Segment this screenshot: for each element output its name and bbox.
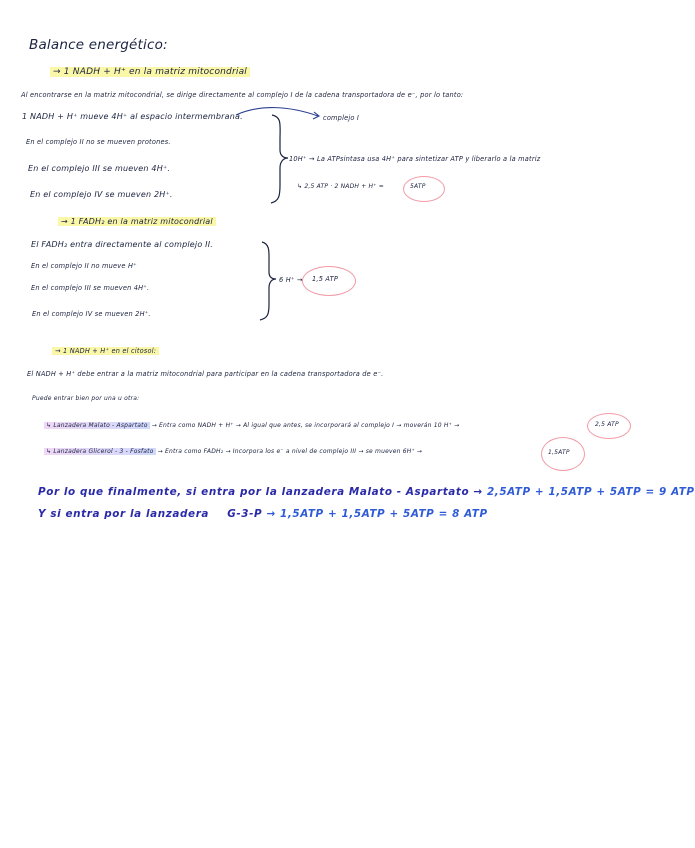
fadh-result: 1,5 ATP [312,275,339,283]
conclusion-line-1-text: Por lo que finalmente, si entra por la lanzadera Malato - Aspartato → [38,486,483,498]
cytosol-line-1: El NADH + H⁺ debe entrar a la matriz mitocondrial para participar en la cadena transportadora de e⁻. [27,370,384,378]
shuttle-2-text: → Entra como FADH₂ → Incorpora los e⁻ a nivel de complejo III → se mueven 6H⁺ → [157,448,423,455]
conclusion-line-2 [38,508,488,520]
shuttle-2 [44,448,422,455]
shuttle-2-name: ↳ Lanzadera Glicerol - 3 - Fosfato [46,448,154,455]
conclusion-line-1-calc: 2,5ATP + 1,5ATP + 5ATP = 9 ATP [486,486,695,498]
nadh-result: 5ATP [410,183,426,190]
fadh-line-3: En el complejo III se mueven 4H⁺. [31,284,150,292]
page-title: Balance energético: [29,37,168,53]
nadh-line-3: En el complejo III se mueven 4H⁺. [28,164,171,173]
shuttle-1-name: ↳ Lanzadera Malato - Aspartato [46,422,148,429]
nadh-result-prefix: ↳ 2,5 ATP · 2 NADH + H⁺ = [297,183,384,190]
fadh-line-2: En el complejo II no mueve H⁺ [31,262,137,270]
conclusion-line-2-text: Y si entra por la lanzadera [38,508,210,520]
nadh-line-1-target: complejo I [323,114,360,122]
nadh-header-highlight: → 1 NADH + H⁺ en la matriz mitocondrial [50,67,250,77]
fadh-summary: 6 H⁺ → [279,276,303,284]
cytosol-section-header [52,347,159,355]
shuttle-1 [44,422,459,429]
fadh-line-1: El FADH₂ entra directamente al complejo II. [31,240,214,249]
cytosol-line-2: Puede entrar bien por una u otra: [32,395,140,402]
fadh-section-header [58,217,216,226]
nadh-line-4: En el complejo IV se mueven 2H⁺. [30,190,173,199]
nadh-summary: 10H⁺ → La ATPsintasa usa 4H⁺ para sintetizar ATP y liberarlo a la matriz [289,155,541,163]
shuttle-1-result: 2,5 ATP [595,421,619,428]
nadh-section-header [50,67,250,77]
shuttle-1-text: → Entra como NADH + H⁺ → Al igual que antes, se incorporará al complejo I → moverán 10 H⁺ → [151,422,460,429]
fadh-line-4: En el complejo IV se mueven 2H⁺. [32,310,151,318]
conclusion-line-2-calc: → 1,5ATP + 1,5ATP + 5ATP = 8 ATP [266,508,488,520]
shuttle-2-result: 1,5ATP [548,449,570,456]
nadh-intro: Al encontrarse en la matriz mitocondrial, se dirige directamente al complejo I de la cadena transportadora de e⁻, por lo tanto: [21,91,464,99]
conclusion-line-1 [38,486,695,498]
cytosol-header-highlight: → 1 NADH + H⁺ en el citosol: [52,347,159,355]
nadh-line-1: 1 NADH + H⁺ mueve 4H⁺ al espacio intermembrana. [22,112,243,121]
fadh-header-highlight: → 1 FADH₂ en la matriz mitocondrial [58,217,216,226]
nadh-line-2: En el complejo II no se mueven protones. [26,138,171,146]
conclusion-line-2-name: G-3-P [227,508,263,520]
